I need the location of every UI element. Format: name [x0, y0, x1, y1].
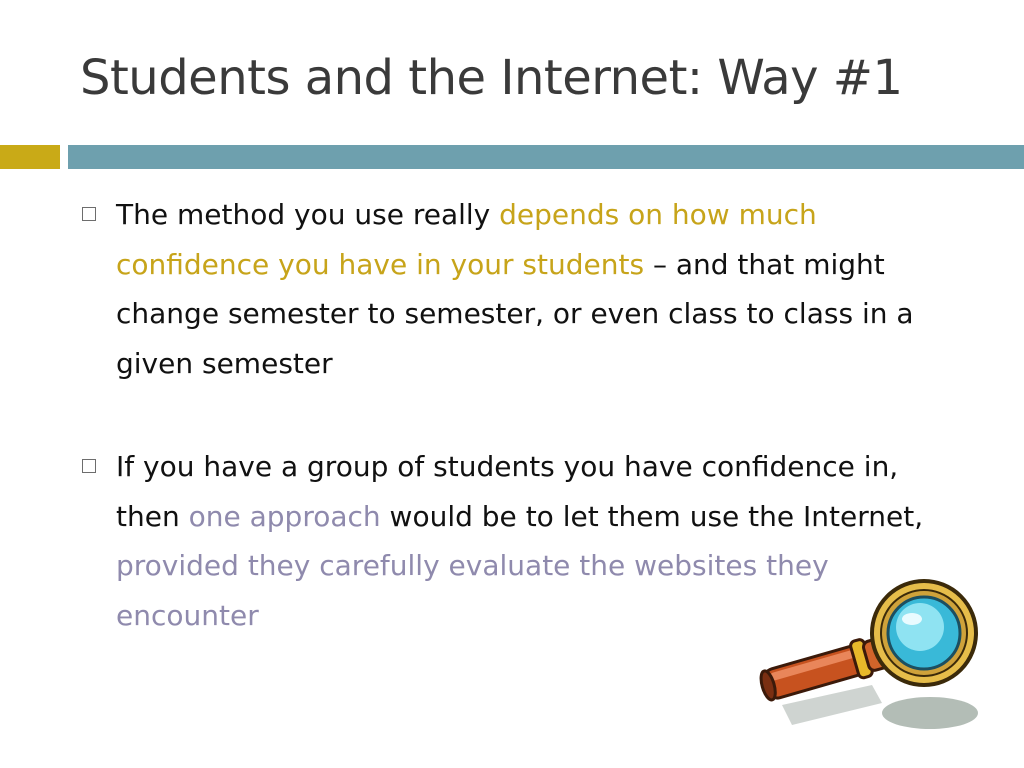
bullet-2-text-2: would be to let them use the Internet,: [380, 499, 924, 533]
bullet-list: [80, 190, 960, 640]
bullet-1-highlight: depends on how much confidence you have in your students: [116, 198, 817, 281]
accent-bar-teal: [68, 145, 1024, 169]
hollow-square-bullet-icon: [82, 459, 96, 473]
hollow-square-bullet-icon: [82, 207, 96, 221]
bullet-2-highlight-1: one approach: [188, 499, 381, 533]
bullet-2-highlight-2: provided they carefully evaluate the websites they encounter: [116, 549, 829, 632]
accent-bar-gold: [0, 145, 60, 169]
magnifying-glass-icon: [752, 575, 982, 735]
bullet-1-text-2: – and that might change semester to semester, or even class to class in a given semester: [116, 247, 914, 380]
slide-title: Students and the Internet: Way #1: [80, 50, 903, 106]
bullet-item-1: [80, 190, 960, 388]
bullet-2-text-1: If you have a group of students you have confidence in, then: [116, 450, 899, 533]
bullet-1-text-1: The method you use really: [116, 198, 500, 231]
